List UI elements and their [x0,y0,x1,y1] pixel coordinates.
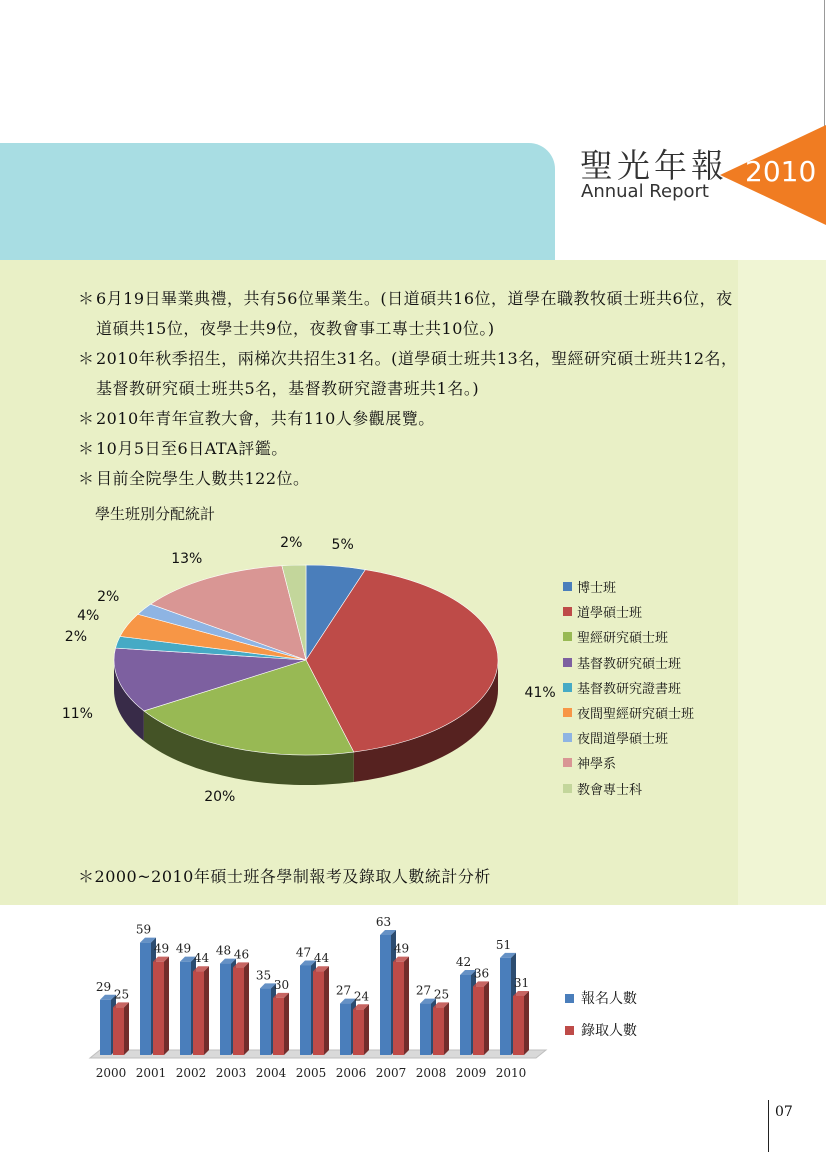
bar [420,1004,431,1055]
legend-label: 夜間聖經研究碩士班 [577,707,695,723]
bar-value-label: 24 [353,989,370,1004]
highlight-text: 2010年青年宣教大會，共有110人參觀展覽。 [96,409,435,428]
x-tick-label: 2009 [455,1066,487,1080]
asterisk-icon: ＊ [78,289,95,308]
legend-item [565,982,637,1014]
legend-swatch [565,994,574,1003]
legend-label: 夜間道學碩士班 [577,732,669,748]
bar-value-label: 42 [455,955,472,969]
bar [153,962,164,1055]
bar [193,971,204,1055]
bar-value-label: 29 [95,979,112,994]
legend-label: 聖經研究碩士班 [577,631,669,647]
x-tick-label: 2006 [335,1066,367,1080]
legend-swatch [563,683,572,692]
legend-item [563,599,694,624]
legend-swatch [563,784,572,793]
legend-swatch [563,632,572,641]
bar-value-label: 25 [113,987,130,1002]
highlight-item [78,434,738,464]
bar-side [324,966,329,1055]
bar-value-label: 35 [255,968,272,983]
bar-value-label: 44 [193,951,210,966]
legend-label: 錄取人數 [581,1023,637,1039]
report-title: 聖光年報 [580,146,728,185]
bar-value-label: 63 [375,915,392,929]
legend-label: 道學碩士班 [577,606,643,622]
highlight-item [78,284,738,344]
bar [380,935,391,1055]
bar-legend [565,982,637,1046]
bar-value-label: 46 [233,947,250,962]
header-banner [0,143,555,260]
legend-item [563,650,694,675]
highlight-item [78,404,738,434]
legend-item [563,776,694,801]
bar-value-label: 48 [215,943,232,958]
pie-percent-label: 13% [171,551,203,568]
x-tick-label: 2002 [175,1066,207,1080]
legend-label: 博士班 [577,581,617,597]
legend-swatch [563,708,572,717]
bar-value-label: 51 [495,937,512,952]
pie-chart [0,540,560,840]
pie-percent-label: 20% [204,788,236,805]
pie-chart-title: 學生班別分配統計 [95,505,216,523]
legend-label: 基督教研究證書班 [577,681,682,697]
asterisk-icon: ＊ [78,409,95,428]
x-tick-label: 2003 [215,1066,247,1080]
legend-item [563,725,694,750]
bar-value-label: 30 [273,977,290,992]
bar-side [484,981,489,1055]
bar-side [364,1004,369,1055]
legend-item [563,750,694,775]
highlight-text: 目前全院學生人數共122位。 [96,469,310,488]
bar-value-label: 44 [313,951,330,966]
legend-item [565,1014,637,1046]
legend-swatch [565,1026,574,1035]
bar-section-title [78,864,491,887]
pie-percent-label: 11% [61,706,93,723]
bar [393,962,404,1055]
bar [513,996,524,1055]
legend-swatch [563,607,572,616]
bar [340,1004,351,1055]
bar-value-label: 49 [175,941,192,956]
bar-value-label: 49 [393,941,410,956]
bar [260,988,271,1055]
asterisk-icon: ＊ [78,867,95,886]
bar-value-label: 36 [473,966,490,981]
legend-item [563,675,694,700]
highlight-text: 6月19日畢業典禮，共有56位畢業生。(日道碩共16位，道學在職教牧碩士班共6位，夜道碩共15位，夜學士共9位，夜教會事工專士共10位。) [96,289,733,338]
pie-percent-label: 4% [77,608,100,625]
pie-legend [563,574,694,801]
highlight-item [78,344,738,404]
bar [273,998,284,1055]
legend-item [563,574,694,599]
bar [433,1007,444,1055]
pie-percent-label: 2% [64,629,88,646]
asterisk-icon: ＊ [78,439,95,458]
legend-swatch [563,582,572,591]
legend-item [563,624,694,649]
bar [313,971,324,1055]
x-tick-label: 2010 [495,1066,527,1080]
highlight-text: 2010年秋季招生，兩梯次共招生31名。(道學碩士班共13名，聖經研究碩士班共12名，基督教研究碩士班共5名，基督教研究證書班共1名。) [96,349,738,398]
bar-value-label: 49 [153,941,170,956]
bar-side [404,957,409,1055]
highlight-item [78,464,738,494]
bar-side [124,1002,129,1055]
legend-label: 教會專士科 [577,782,643,798]
bar-chart [0,905,560,1085]
bar-side [524,991,529,1055]
legend-swatch [563,733,572,742]
highlight-text: 10月5日至6日ATA評鑑。 [96,439,288,458]
bar [460,975,471,1055]
legend-label: 報名人數 [581,991,637,1007]
bar-side [444,1002,449,1055]
top-right-rule [824,0,825,140]
bar [180,962,191,1055]
bar-side [244,962,249,1055]
bar [500,958,511,1055]
bar [473,986,484,1055]
page-number-rule [768,1100,769,1152]
bar [100,1000,111,1055]
bar-value-label: 47 [295,945,312,960]
bar-section-text: 2000~2010年碩士班各學制報考及錄取人數統計分析 [94,867,491,886]
bar-value-label: 27 [415,983,432,998]
bar-value-label: 31 [513,975,530,990]
x-tick-label: 2004 [255,1066,287,1080]
highlights-list [78,284,738,494]
bar [140,943,151,1055]
x-tick-label: 2005 [295,1066,327,1080]
x-tick-label: 2008 [415,1066,447,1080]
bar-value-label: 59 [135,922,152,937]
bar-value-label: 27 [335,983,352,998]
bar [300,965,311,1055]
bar-side [284,993,289,1055]
pie-percent-label: 2% [280,535,303,552]
bar [113,1007,124,1055]
legend-swatch [563,658,572,667]
bar-side [204,966,209,1055]
legend-swatch [563,758,572,767]
legend-label: 神學系 [577,757,617,773]
pie-percent-label: 41% [524,684,556,701]
bar [233,967,244,1055]
legend-item [563,700,694,725]
pie-percent-label: 5% [331,536,354,553]
x-tick-label: 2000 [95,1066,127,1080]
bar [220,964,231,1055]
bar [353,1009,364,1055]
page-number: 07 [775,1104,793,1120]
x-tick-label: 2007 [375,1066,407,1080]
asterisk-icon: ＊ [78,469,95,488]
year-label: 2010 [745,155,817,188]
legend-label: 基督教研究碩士班 [577,656,682,672]
asterisk-icon: ＊ [78,349,95,368]
bar-value-label: 25 [433,987,450,1002]
report-subtitle: Annual Report [581,181,709,202]
pie-percent-label: 2% [97,588,120,605]
highlights-side-strip [738,260,826,905]
bar-side [164,957,169,1055]
x-tick-label: 2001 [135,1066,167,1080]
